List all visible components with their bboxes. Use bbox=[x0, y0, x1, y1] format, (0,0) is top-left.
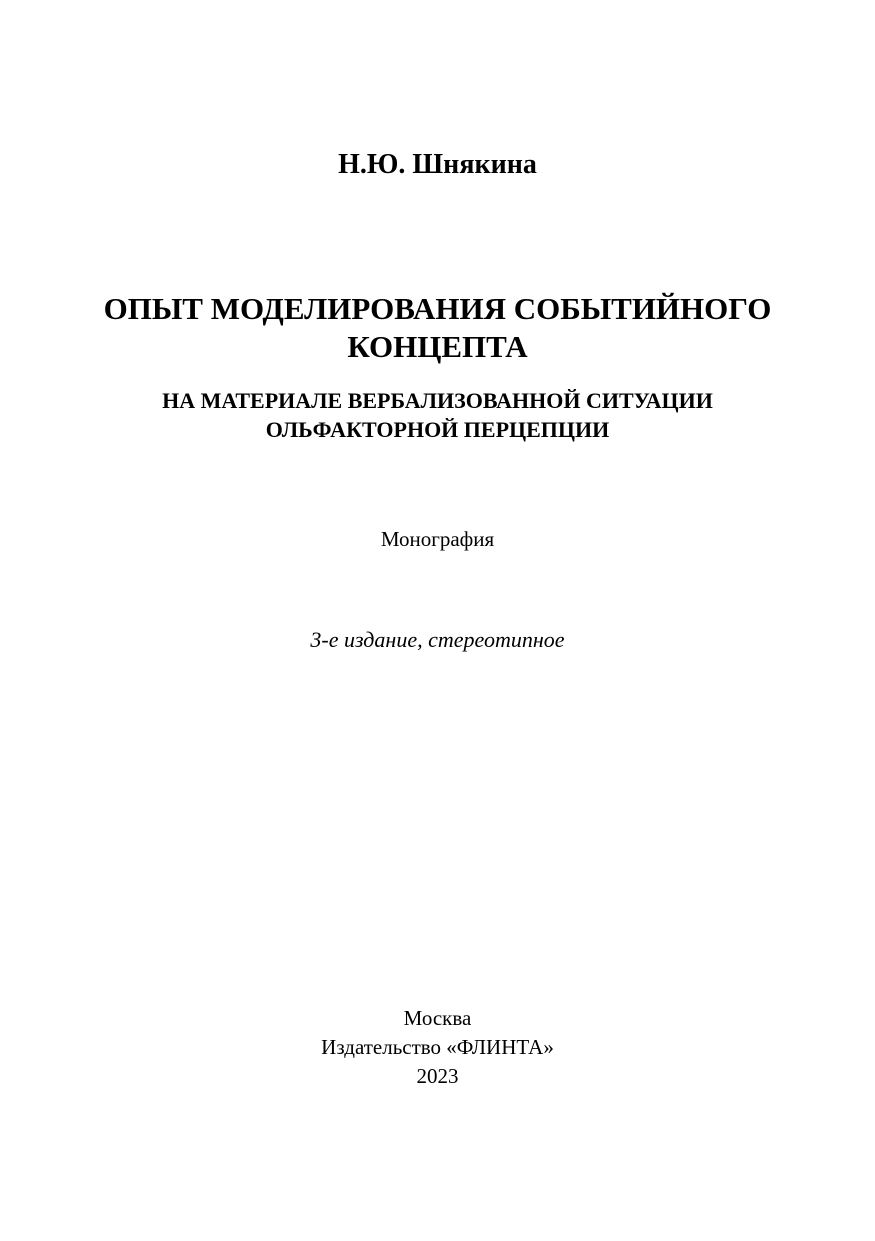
book-title-line-1: ОПЫТ МОДЕЛИРОВАНИЯ СОБЫТИЙНОГО bbox=[103, 291, 772, 326]
document-type: Монография bbox=[380, 527, 495, 551]
book-title bbox=[0, 290, 875, 366]
book-subtitle-line-2: ОЛЬФАКТОРНОЙ ПЕРЦЕПЦИИ bbox=[265, 417, 610, 442]
book-subtitle bbox=[0, 386, 875, 444]
imprint-city: Москва bbox=[403, 1006, 472, 1030]
edition-note: 3-е издание, стереотипное bbox=[310, 627, 565, 652]
author-name: Н.Ю. Шнякина bbox=[338, 149, 537, 180]
book-title-line-2: КОНЦЕПТА bbox=[347, 329, 528, 364]
book-subtitle-line-1: НА МАТЕРИАЛЕ ВЕРБАЛИЗОВАННОЙ СИТУАЦИИ bbox=[162, 388, 713, 413]
imprint-publisher: Издательство «ФЛИНТА» bbox=[321, 1035, 554, 1059]
imprint-year: 2023 bbox=[416, 1064, 459, 1088]
imprint bbox=[0, 1004, 875, 1091]
